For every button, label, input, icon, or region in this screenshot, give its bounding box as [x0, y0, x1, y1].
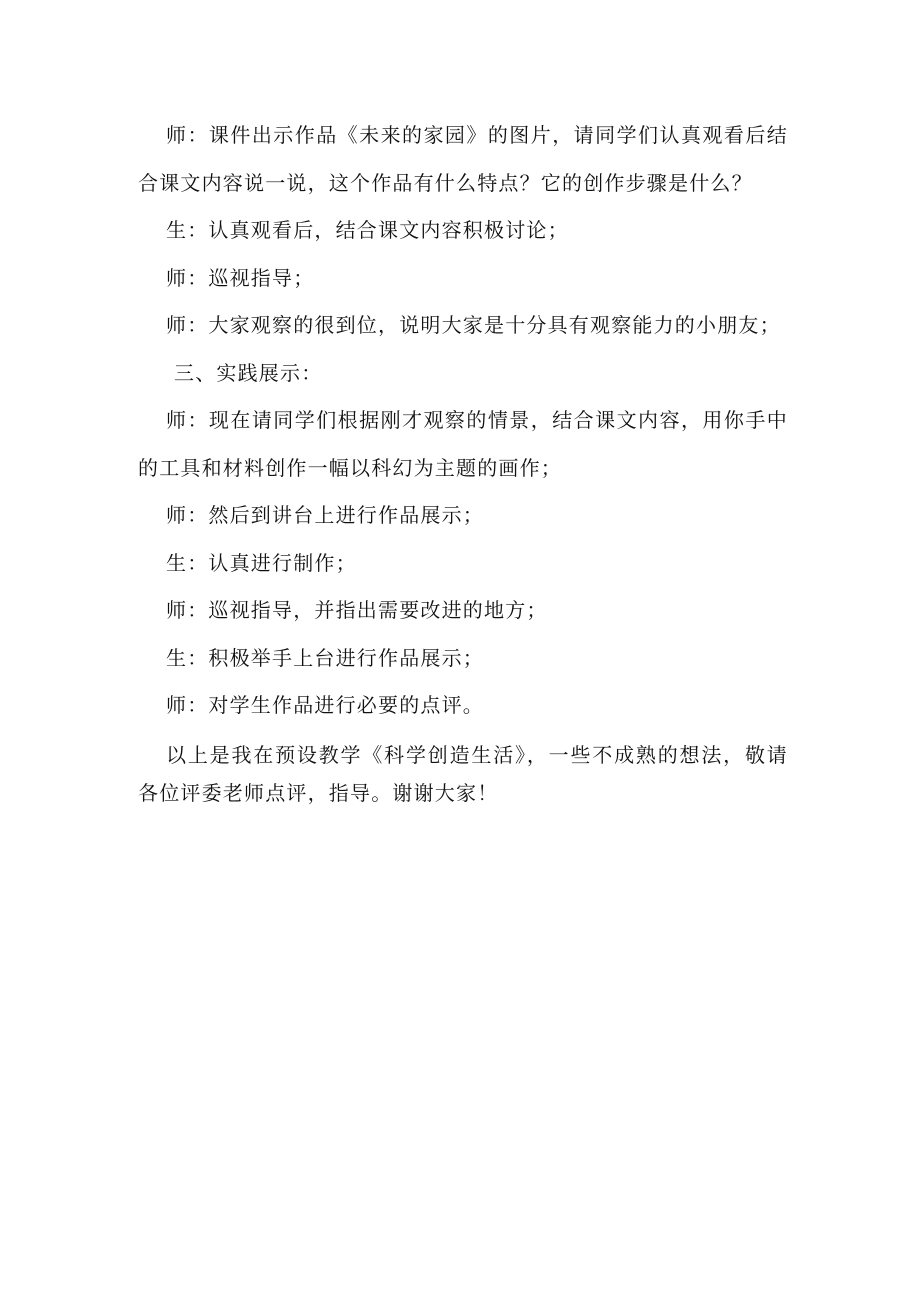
paragraph-student-make: 生：认真进行制作； — [166, 550, 357, 575]
paragraph-teacher-guide: 师：巡视指导； — [166, 265, 315, 290]
paragraph-teacher-comment: 师：对学生作品进行必要的点评。 — [166, 693, 484, 717]
document-body — [138, 112, 788, 812]
paragraph-student-discuss: 生：认真观看后，结合课文内容积极讨论； — [166, 218, 569, 242]
paragraph-student-show: 生：积极举手上台进行作品展示； — [166, 645, 484, 670]
paragraph-teacher-show-work: 师：课件出示作品《未来的家园》的图片，请同学们认真观看后结合课文内容说一说，这个作品有什么特点？它的创作步骤是什么？ — [138, 123, 788, 195]
paragraph-teacher-present: 师：然后到讲台上进行作品展示； — [166, 503, 484, 527]
section-heading-practice: 三、实践展示： — [174, 360, 323, 385]
paragraph-closing: 以上是我在预设教学《科学创造生活》，一些不成熟的想法，敬请各位评委老师点评，指导。谢谢大家！ — [138, 742, 788, 805]
paragraph-teacher-create-task: 师：现在请同学们根据刚才观察的情景，结合课文内容，用你手中的工具和材料创作一幅以科幻为主题的画作； — [138, 408, 788, 480]
paragraph-teacher-praise: 师：大家观察的很到位，说明大家是十分具有观察能力的小朋友； — [166, 313, 781, 337]
paragraph-teacher-improve: 师：巡视指导，并指出需要改进的地方； — [166, 598, 548, 622]
